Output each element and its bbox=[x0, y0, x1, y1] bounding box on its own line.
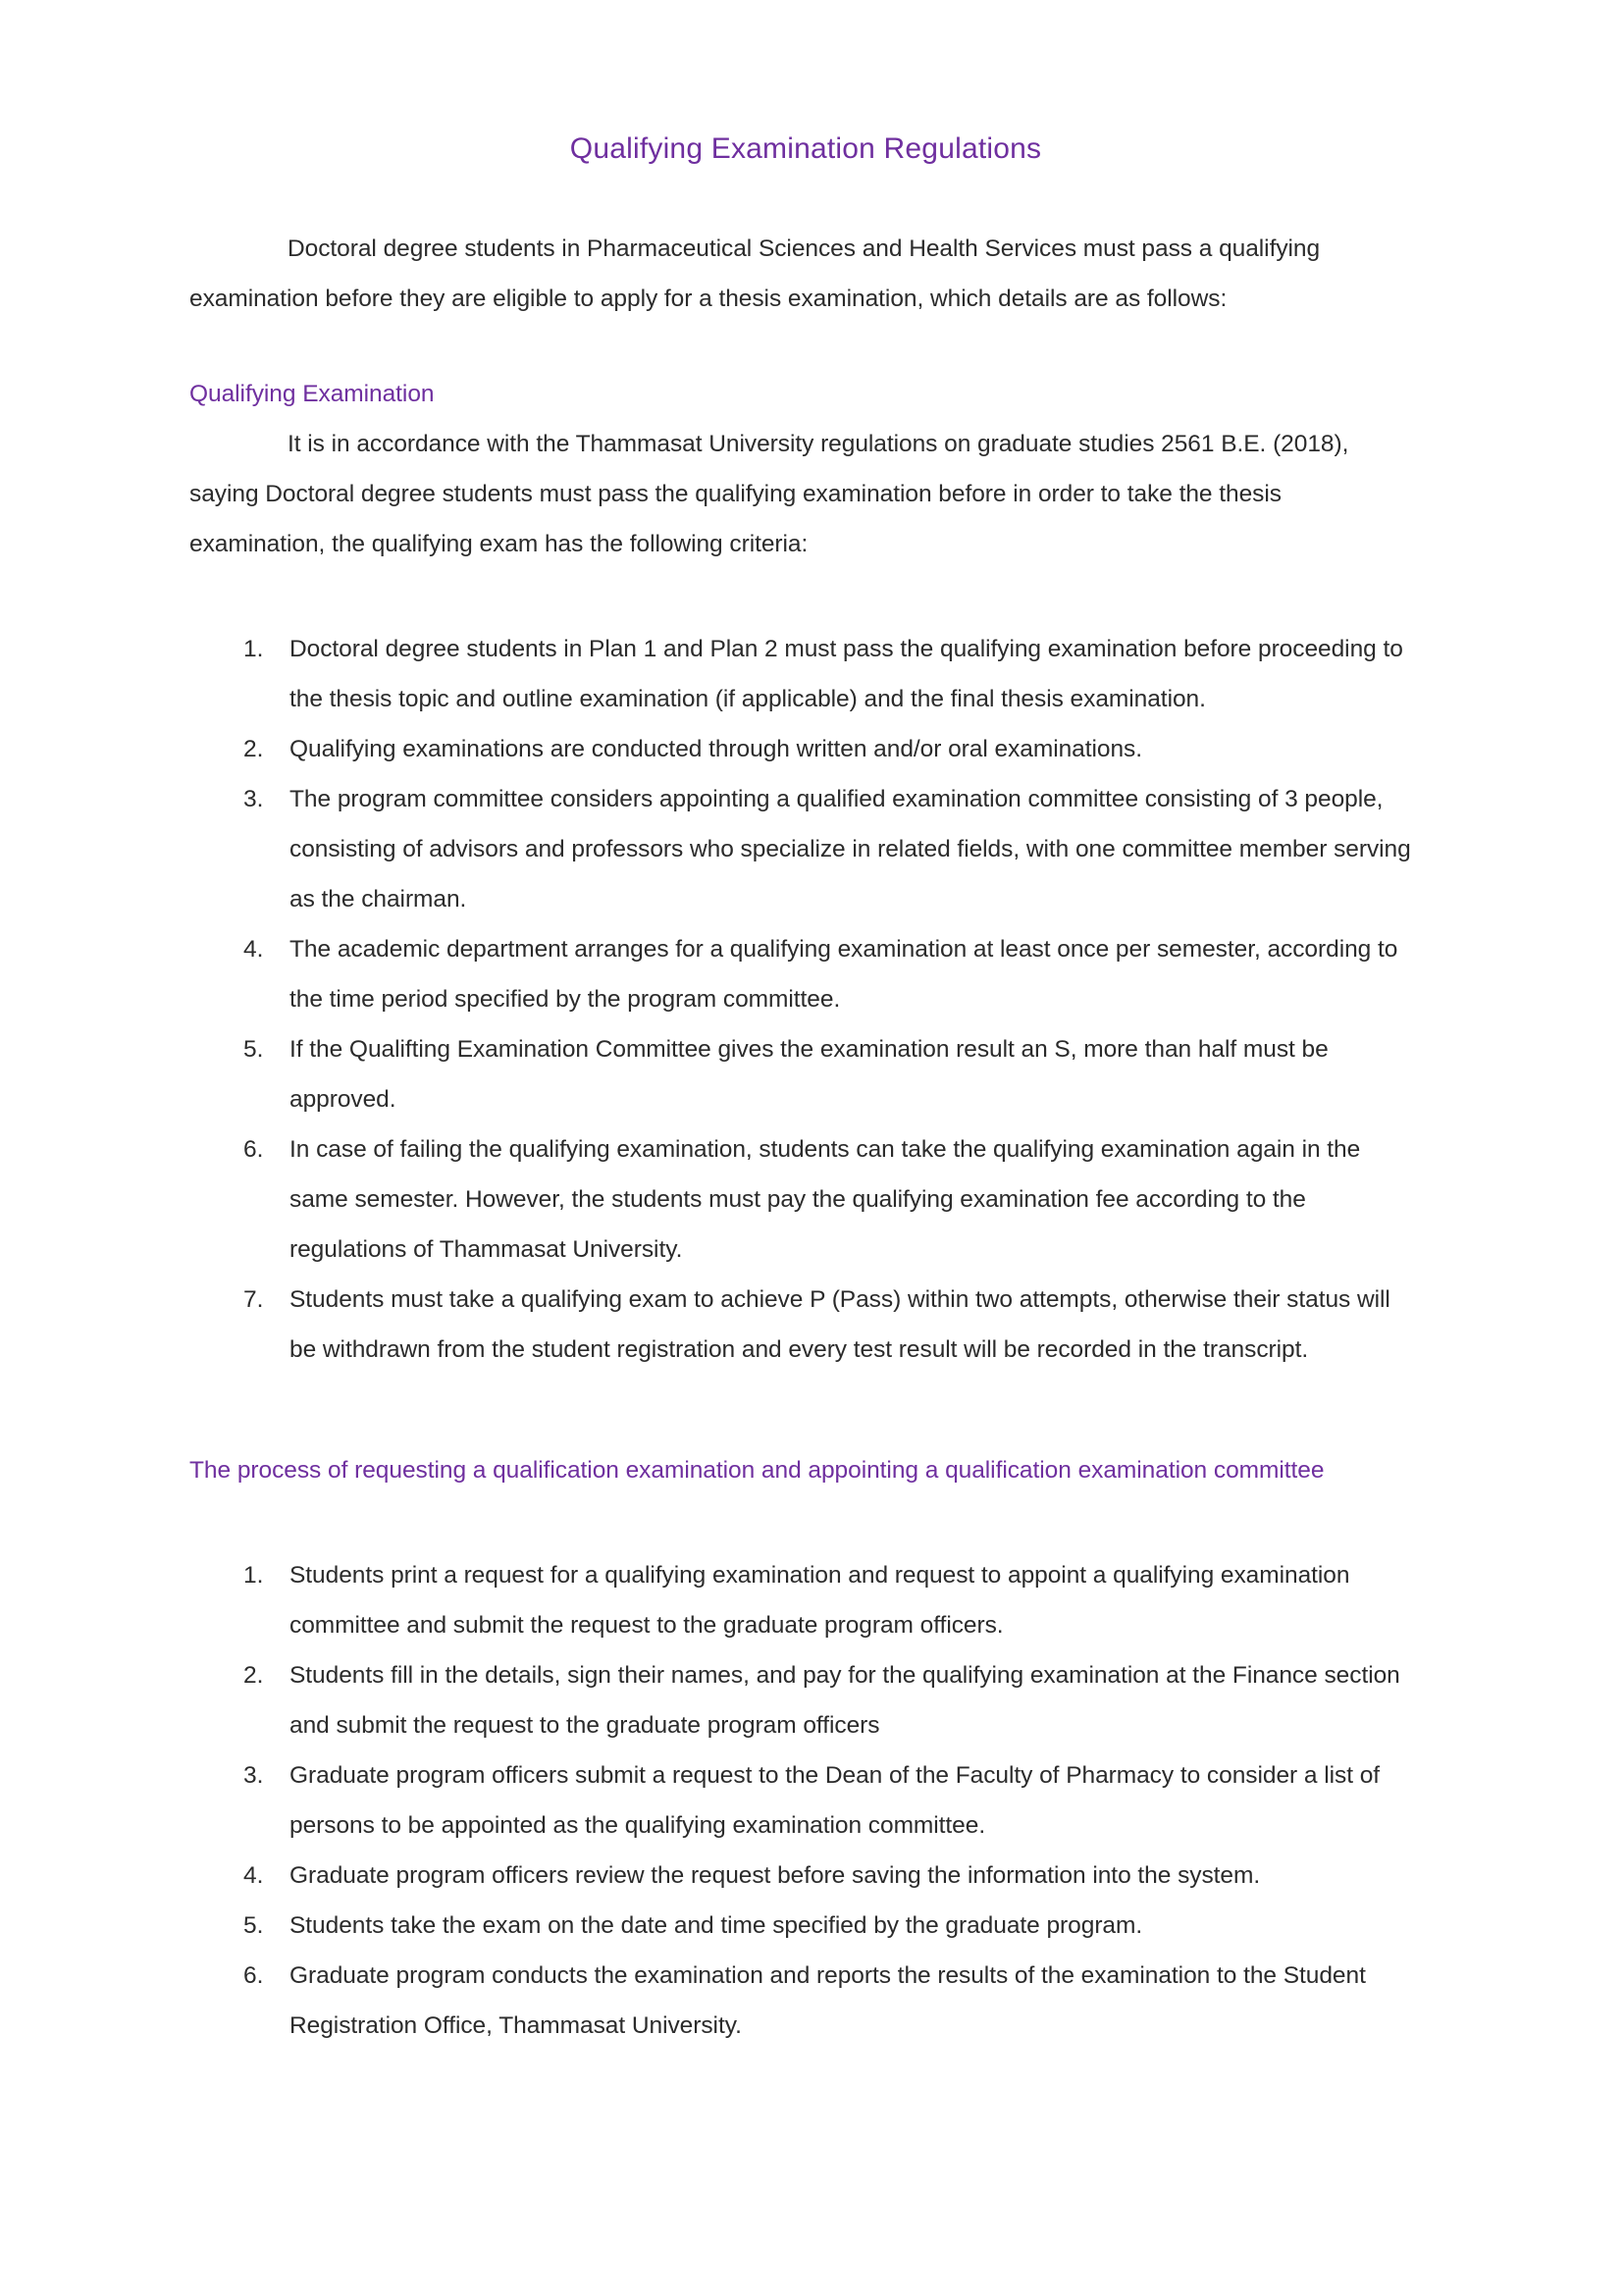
spacer bbox=[189, 569, 1422, 624]
list-item bbox=[189, 1550, 1422, 1650]
section-heading-request-process: The process of requesting a qualification examination and appointing a qualification examination committee bbox=[189, 1457, 1325, 1484]
list-item bbox=[189, 1851, 1422, 1901]
spacer bbox=[189, 1375, 1422, 1445]
section-heading-qualifying-examination: Qualifying Examination bbox=[189, 381, 435, 407]
list-item-text: The academic department arranges for a qualifying examination at least once per semester, according to the time period specified by the program committee. bbox=[289, 936, 1398, 1013]
list-item-text: The program committee considers appointing a qualified examination committee consisting of 3 people, consisting of advisors and professors who specialize in related fields, with one committee member serving as the chairman. bbox=[289, 786, 1411, 913]
list-item-text: Graduate program officers review the request before saving the information into the system. bbox=[289, 1862, 1261, 1889]
list-item-text: In case of failing the qualifying examination, students can take the qualifying examination again in the same semester. However, the students must pay the qualifying examination fee according to the regulations of Thammasat University. bbox=[289, 1136, 1361, 1263]
list-item-text: Students fill in the details, sign their names, and pay for the qualifying examination at the Finance section and submit the request to the graduate program officers bbox=[289, 1662, 1400, 1739]
list-item-text: Doctoral degree students in Plan 1 and Plan 2 must pass the qualifying examination before proceeding to the thesis topic and outline examination (if applicable) and the final thesis examination. bbox=[289, 636, 1403, 712]
section1-list bbox=[189, 624, 1422, 1375]
section1-paragraph: It is in accordance with the Thammasat University regulations on graduate studies 2561 B.E. (2018), saying Doctoral degree students must pass the qualifying examination before in order to take the thesis examination, the qualifying exam has the following criteria: bbox=[189, 431, 1349, 557]
list-item bbox=[189, 1951, 1422, 2051]
list-item-text: If the Qualifting Examination Committee gives the examination result an S, more than half must be approved. bbox=[289, 1036, 1329, 1113]
spacer bbox=[189, 167, 1422, 224]
list-item-text: Graduate program conducts the examination and reports the results of the examination to the Student Registration Office, Thammasat University. bbox=[289, 1962, 1366, 2039]
document-content bbox=[189, 0, 1422, 2051]
list-item bbox=[189, 1024, 1422, 1124]
section2-list bbox=[189, 1550, 1422, 2051]
list-item-text: Students print a request for a qualifying examination and request to appoint a qualifying examination committee and submit the request to the graduate program officers. bbox=[289, 1562, 1350, 1639]
page-title: Qualifying Examination Regulations bbox=[569, 132, 1042, 165]
spacer bbox=[189, 1495, 1422, 1550]
list-item-text: Graduate program officers submit a request to the Dean of the Faculty of Pharmacy to consider a list of persons to be appointed as the qualifying examination committee. bbox=[289, 1762, 1381, 1839]
list-item bbox=[189, 1901, 1422, 1951]
list-item bbox=[189, 1275, 1422, 1375]
list-item bbox=[189, 624, 1422, 724]
intro-paragraph: Doctoral degree students in Pharmaceutical Sciences and Health Services must pass a qualifying examination before they are eligible to apply for a thesis examination, which details are as follows: bbox=[189, 235, 1321, 312]
list-item-text: Qualifying examinations are conducted through written and/or oral examinations. bbox=[289, 736, 1143, 762]
list-item-text: Students must take a qualifying exam to achieve P (Pass) within two attempts, otherwise their status will be withdrawn from the student registration and every test result will be recorded in the transcript. bbox=[289, 1286, 1390, 1363]
list-item bbox=[189, 774, 1422, 924]
list-item bbox=[189, 1750, 1422, 1851]
list-item bbox=[189, 724, 1422, 774]
list-item bbox=[189, 1124, 1422, 1275]
list-item-text: Students take the exam on the date and time specified by the graduate program. bbox=[289, 1912, 1143, 1939]
list-item bbox=[189, 924, 1422, 1024]
list-item bbox=[189, 1650, 1422, 1750]
spacer bbox=[189, 324, 1422, 369]
